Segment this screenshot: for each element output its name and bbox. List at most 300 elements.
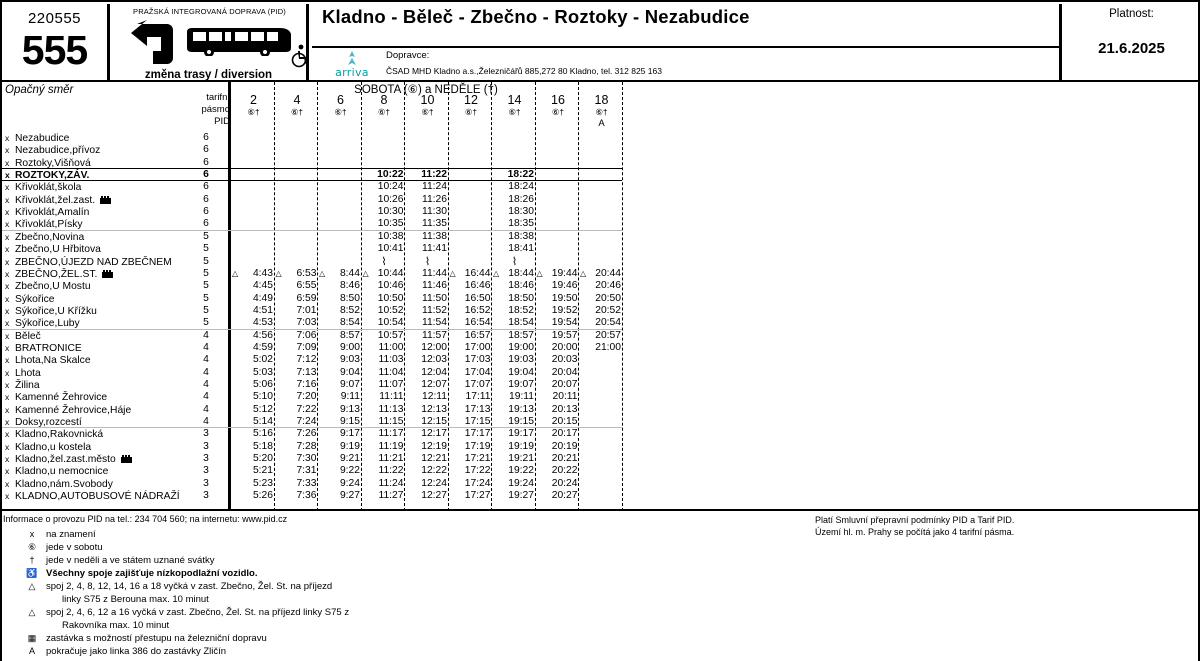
wait-connection-icon: △ bbox=[362, 268, 369, 278]
departure-time: 20:11 bbox=[552, 391, 578, 403]
opposite-direction-note: Opačný směr bbox=[5, 84, 74, 96]
rail-transfer-icon bbox=[100, 196, 111, 204]
table-row bbox=[0, 428, 1200, 440]
departure-time: 19:52 bbox=[551, 304, 578, 316]
diversion-label: změna trasy / diversion bbox=[144, 69, 273, 81]
departure-time: 10:44 bbox=[377, 267, 404, 279]
stop-label: Sýkořice bbox=[15, 293, 55, 305]
legend-symbol: ⑥ bbox=[27, 542, 37, 552]
stop-label: Sýkořice,U Křížku bbox=[15, 305, 97, 317]
stop-label: Nezabudice bbox=[15, 133, 70, 144]
line-number: 555 bbox=[21, 27, 88, 73]
departure-time: 11:11 bbox=[379, 391, 404, 403]
arriva-mark-icon bbox=[343, 50, 361, 66]
stop-label: Křivoklát,Písky bbox=[15, 219, 83, 231]
tariff-zone: 6 bbox=[203, 144, 209, 156]
stop-name[interactable] bbox=[5, 280, 91, 293]
on-request-mark: x bbox=[5, 305, 10, 316]
departure-time: 11:41 bbox=[421, 243, 447, 255]
terms-line-1: Území hl. m. Prahy se počítá jako 4 tarifní pásma. bbox=[815, 527, 1015, 537]
tariff-zone: 3 bbox=[203, 428, 209, 440]
legend-text-continued: linky S75 z Berouna max. 10 minut bbox=[62, 594, 209, 605]
stop-label: Běleč bbox=[15, 330, 41, 342]
tariff-zone: 4 bbox=[203, 366, 209, 378]
table-row bbox=[0, 157, 1200, 169]
legend-symbol: △ bbox=[28, 607, 36, 617]
departure-day-symbols: ⑥† bbox=[464, 107, 478, 117]
departure-time: 7:22 bbox=[296, 403, 317, 415]
departure-time: 10:24 bbox=[377, 181, 404, 193]
timetable-footer bbox=[0, 511, 1200, 661]
service-days-label: SOBOTA (⑥) a NEDĚLE (†) bbox=[354, 84, 498, 96]
departure-time: 6:55 bbox=[296, 280, 317, 292]
stop-name[interactable] bbox=[5, 293, 54, 306]
stop-label: Nezabudice,přívoz bbox=[15, 145, 101, 157]
table-row bbox=[0, 243, 1200, 255]
departure-time: 11:52 bbox=[421, 304, 447, 316]
on-request-mark: x bbox=[5, 355, 10, 366]
legend-symbol: A bbox=[28, 646, 35, 656]
tariff-head-line-2: PID bbox=[214, 116, 230, 127]
departure-time: 12:03 bbox=[421, 354, 447, 366]
departure-time: 20:54 bbox=[595, 317, 621, 329]
legend-text: na znamení bbox=[46, 529, 96, 540]
departure-time: 19:46 bbox=[551, 280, 578, 292]
continuation-mark: ⌇ bbox=[511, 254, 518, 268]
stop-name[interactable] bbox=[5, 342, 82, 355]
departure-time: 19:57 bbox=[551, 329, 578, 341]
table-row bbox=[0, 231, 1200, 243]
table-row bbox=[0, 317, 1200, 329]
departure-time: 9:21 bbox=[339, 453, 360, 465]
tariff-zone: 6 bbox=[203, 169, 209, 181]
departure-time: 18:22 bbox=[507, 169, 534, 181]
departure-time: 20:50 bbox=[595, 292, 621, 304]
departure-time: 17:15 bbox=[464, 416, 491, 428]
stop-label: KLADNO,AUTOBUSOVÉ NÁDRAŽÍ bbox=[15, 491, 180, 503]
departure-time: 4:59 bbox=[252, 341, 273, 353]
stop-name[interactable] bbox=[5, 465, 108, 478]
departure-time: 9:27 bbox=[339, 490, 360, 502]
stop-label: Kladno,nám.Svobody bbox=[15, 478, 113, 490]
departure-time: 11:35 bbox=[421, 218, 447, 230]
stop-name[interactable] bbox=[5, 194, 111, 207]
departure-time: 11:26 bbox=[421, 193, 447, 205]
title-divider bbox=[312, 46, 1059, 48]
stop-name[interactable] bbox=[5, 354, 91, 367]
departure-time: 20:52 bbox=[595, 304, 621, 316]
carrier-label: Dopravce: bbox=[386, 50, 430, 61]
departure-time: 19:04 bbox=[508, 366, 534, 378]
departure-time: 5:23 bbox=[252, 477, 273, 489]
departure-time: 11:24 bbox=[378, 477, 404, 489]
validity-date: 21.6.2025 bbox=[1098, 40, 1165, 57]
table-row bbox=[0, 181, 1200, 193]
departure-time: 20:27 bbox=[551, 490, 578, 502]
departure-time: 8:44 bbox=[339, 267, 360, 279]
departure-time: 20:04 bbox=[551, 366, 578, 378]
departure-time: 12:04 bbox=[421, 366, 447, 378]
table-row bbox=[0, 280, 1200, 292]
stop-name[interactable] bbox=[5, 181, 81, 194]
on-request-mark: x bbox=[5, 441, 10, 452]
departure-time: 10:46 bbox=[377, 280, 404, 292]
departure-time: 18:35 bbox=[508, 218, 534, 230]
departure-time: 11:27 bbox=[378, 490, 404, 502]
stop-label: Roztoky,Višňová bbox=[15, 157, 91, 169]
departure-time: 20:15 bbox=[551, 416, 578, 428]
tariff-zone: 4 bbox=[203, 403, 209, 415]
departure-time: 11:13 bbox=[378, 403, 404, 415]
wait-connection-icon: △ bbox=[319, 268, 326, 278]
departure-time: 8:50 bbox=[339, 292, 360, 304]
table-row bbox=[0, 379, 1200, 391]
departure-time: 5:06 bbox=[252, 379, 273, 390]
stop-label: ZBEČNO,ŽEL.ST. bbox=[15, 268, 98, 280]
departure-time: 10:38 bbox=[377, 230, 404, 242]
table-row bbox=[0, 330, 1200, 342]
departure-time: 18:54 bbox=[508, 317, 534, 329]
departure-time: 16:44 bbox=[464, 267, 491, 279]
validity-box bbox=[1065, 4, 1198, 82]
table-row bbox=[0, 268, 1200, 280]
on-request-mark: x bbox=[5, 318, 10, 329]
departure-time: 11:00 bbox=[378, 341, 404, 353]
departure-time: 11:04 bbox=[378, 366, 404, 378]
continuation-mark: ⌇ bbox=[424, 254, 431, 268]
departure-number: 12 bbox=[464, 93, 478, 107]
on-request-mark: x bbox=[5, 170, 10, 181]
departure-time: 19:19 bbox=[508, 440, 534, 452]
departure-time: 8:57 bbox=[339, 329, 360, 341]
departure-time: 7:09 bbox=[296, 341, 317, 353]
departure-time: 19:00 bbox=[508, 341, 534, 353]
table-row bbox=[0, 194, 1200, 206]
on-request-mark: x bbox=[5, 244, 10, 255]
departure-time: 10:41 bbox=[377, 243, 404, 255]
tariff-zone: 6 bbox=[203, 132, 209, 143]
departure-time: 7:33 bbox=[296, 477, 317, 489]
stop-name[interactable] bbox=[5, 144, 100, 157]
tariff-zone: 4 bbox=[203, 341, 209, 353]
departure-time: 19:15 bbox=[508, 416, 534, 428]
tariff-zone: 3 bbox=[203, 453, 209, 465]
departure-day-symbols: ⑥† bbox=[595, 107, 608, 117]
departure-time: 11:21 bbox=[378, 453, 404, 465]
on-request-mark: x bbox=[5, 182, 10, 193]
on-request-mark: x bbox=[5, 454, 10, 465]
diversion-arrow-icon bbox=[119, 20, 175, 64]
tariff-zone: 5 bbox=[203, 304, 209, 316]
departure-time: 10:50 bbox=[377, 292, 404, 304]
departure-time: 9:04 bbox=[339, 366, 360, 378]
arriva-wordmark: arriva bbox=[335, 66, 369, 79]
departure-time: 19:03 bbox=[508, 354, 534, 366]
legend-text: pokračuje jako linka 386 do zastávky Zličín bbox=[46, 646, 227, 657]
on-request-mark: x bbox=[5, 342, 10, 353]
table-row bbox=[0, 132, 1200, 144]
tariff-zone: 4 bbox=[203, 391, 209, 403]
stop-label: ZBEČNO,ÚJEZD NAD ZBEČNEM bbox=[15, 256, 172, 268]
validity-label: Platnost: bbox=[1109, 8, 1154, 20]
stop-name[interactable] bbox=[5, 453, 132, 466]
departure-time: 20:07 bbox=[551, 379, 578, 390]
departure-time: 10:54 bbox=[377, 317, 404, 329]
on-request-mark: x bbox=[5, 392, 10, 403]
departure-time: 12:15 bbox=[421, 416, 447, 428]
legend-text-continued: Rakovníka max. 10 minut bbox=[62, 620, 170, 631]
tariff-zone: 5 bbox=[203, 280, 209, 292]
on-request-mark: x bbox=[5, 157, 10, 168]
stop-label: Křivoklát,Amalín bbox=[15, 207, 90, 219]
departure-time: 7:01 bbox=[296, 304, 317, 316]
departure-time: 20:57 bbox=[595, 329, 621, 341]
departure-time: 11:19 bbox=[378, 440, 404, 452]
stop-name[interactable] bbox=[5, 404, 131, 417]
table-row bbox=[0, 391, 1200, 403]
row-separator bbox=[2, 230, 622, 231]
stop-name[interactable] bbox=[5, 256, 172, 269]
departure-time: 16:52 bbox=[464, 304, 491, 316]
stop-name[interactable] bbox=[5, 132, 69, 145]
terms-note bbox=[815, 514, 1014, 538]
departure-time: 18:44 bbox=[508, 267, 534, 279]
on-request-mark: x bbox=[5, 293, 10, 304]
table-row bbox=[0, 478, 1200, 490]
departure-time: 11:22 bbox=[421, 169, 447, 181]
tariff-zone: 3 bbox=[203, 477, 209, 489]
departure-time: 18:41 bbox=[508, 243, 534, 255]
stop-label: Lhota bbox=[15, 367, 41, 379]
table-row bbox=[0, 354, 1200, 366]
stop-label: Kamenné Žehrovice,Háje bbox=[15, 404, 132, 416]
table-row bbox=[0, 342, 1200, 354]
departure-time: 7:13 bbox=[296, 366, 317, 378]
departure-time: 20:19 bbox=[551, 440, 578, 452]
departure-time: 20:17 bbox=[551, 428, 578, 440]
departure-time: 11:54 bbox=[421, 317, 447, 329]
on-request-mark: x bbox=[5, 194, 10, 205]
stop-name[interactable] bbox=[5, 367, 41, 380]
on-request-mark: x bbox=[5, 478, 10, 489]
stop-name[interactable] bbox=[5, 478, 113, 491]
tariff-zone: 6 bbox=[203, 156, 209, 168]
stop-name[interactable] bbox=[5, 231, 84, 244]
departure-number: 16 bbox=[551, 93, 565, 107]
departure-time: 20:13 bbox=[551, 403, 578, 415]
departure-time: 11:44 bbox=[421, 267, 447, 279]
departure-time: 17:19 bbox=[464, 440, 491, 452]
departure-time: 21:00 bbox=[595, 341, 621, 353]
departure-time: 17:24 bbox=[464, 477, 491, 489]
stop-label: Zbečno,U Mostu bbox=[15, 281, 91, 293]
departure-time: 9:07 bbox=[339, 379, 360, 390]
legend-symbol: △ bbox=[28, 581, 36, 591]
tariff-zone: 5 bbox=[203, 255, 209, 267]
departure-time: 7:26 bbox=[296, 428, 317, 440]
departure-time: 18:30 bbox=[508, 206, 534, 218]
tariff-zone: 4 bbox=[203, 379, 209, 390]
row-separator bbox=[2, 168, 622, 169]
departure-time: 7:28 bbox=[296, 440, 317, 452]
table-row bbox=[0, 367, 1200, 379]
departure-time: 17:11 bbox=[465, 391, 491, 403]
table-row bbox=[0, 404, 1200, 416]
departure-time: 12:11 bbox=[421, 391, 447, 403]
departure-time: 7:12 bbox=[296, 354, 317, 366]
stop-name[interactable] bbox=[5, 243, 101, 256]
route-title-box bbox=[312, 4, 1062, 82]
departure-time: 16:57 bbox=[464, 329, 491, 341]
departure-time: 7:03 bbox=[296, 317, 317, 329]
stop-label: Kladno,u nemocnice bbox=[15, 466, 109, 478]
departure-time: 20:00 bbox=[551, 341, 578, 353]
departure-time: 11:30 bbox=[421, 206, 447, 218]
stop-label: BRATRONICE bbox=[15, 342, 82, 354]
stop-name[interactable] bbox=[5, 330, 41, 343]
on-request-mark: x bbox=[5, 268, 10, 279]
departure-time: 17:04 bbox=[464, 366, 491, 378]
on-request-mark: x bbox=[5, 491, 10, 502]
departure-time: 9:24 bbox=[339, 477, 360, 489]
departure-time: 4:53 bbox=[252, 317, 273, 329]
departure-time: 20:46 bbox=[595, 280, 621, 292]
row-separator bbox=[2, 329, 622, 330]
on-request-mark: x bbox=[5, 417, 10, 428]
departure-time: 4:51 bbox=[252, 304, 273, 316]
on-request-mark: x bbox=[5, 145, 10, 156]
departure-time: 4:43 bbox=[252, 267, 273, 279]
departure-day-symbols: ⑥† bbox=[377, 107, 391, 117]
departure-number: 18 bbox=[594, 93, 609, 107]
departure-time: 20:22 bbox=[551, 465, 578, 477]
tariff-zone: 4 bbox=[203, 416, 209, 428]
stop-name[interactable] bbox=[5, 379, 40, 392]
tariff-zone: 6 bbox=[203, 218, 209, 230]
departure-day-symbols: ⑥† bbox=[290, 107, 304, 117]
stop-name[interactable] bbox=[5, 206, 89, 219]
departure-time: 10:35 bbox=[377, 218, 404, 230]
stop-name[interactable] bbox=[5, 305, 97, 318]
departure-time: 16:46 bbox=[464, 280, 491, 292]
departure-time: 7:36 bbox=[296, 490, 317, 502]
stop-label: Sýkořice,Luby bbox=[15, 318, 80, 330]
continuation-mark: ⌇ bbox=[381, 254, 387, 268]
departure-time: 20:21 bbox=[551, 453, 578, 465]
departure-time: 12:13 bbox=[421, 403, 447, 415]
departure-time: 10:22 bbox=[377, 169, 404, 181]
departure-time: 20:24 bbox=[551, 477, 578, 489]
tariff-zone: 5 bbox=[203, 230, 209, 242]
wheelchair-accessible-icon bbox=[289, 44, 309, 68]
tariff-zone: 5 bbox=[203, 243, 209, 255]
departure-time: 8:52 bbox=[339, 304, 360, 316]
departure-time: 20:44 bbox=[595, 267, 621, 279]
stop-name[interactable] bbox=[5, 268, 113, 281]
departure-time: 18:38 bbox=[508, 230, 534, 242]
stop-name[interactable] bbox=[5, 490, 180, 503]
departure-time: 6:53 bbox=[296, 267, 317, 279]
departure-time: 18:26 bbox=[508, 193, 534, 205]
legend-text: zastávka s možností přestupu na železniční dopravu bbox=[46, 633, 267, 644]
stop-name[interactable] bbox=[5, 428, 103, 441]
table-row bbox=[0, 169, 1200, 181]
table-row bbox=[0, 256, 1200, 268]
stop-name[interactable] bbox=[5, 391, 107, 404]
departure-time: 5:16 bbox=[252, 428, 273, 440]
departure-time: 5:02 bbox=[252, 354, 273, 366]
departure-time: 19:07 bbox=[508, 379, 534, 390]
departure-time: 11:17 bbox=[378, 428, 404, 440]
departure-time: 17:00 bbox=[464, 341, 491, 353]
departure-time: 7:31 bbox=[296, 465, 317, 477]
departure-day-symbols: ⑥† bbox=[508, 107, 521, 117]
tariff-zone: 6 bbox=[203, 206, 209, 218]
row-separator bbox=[2, 427, 622, 428]
departure-time: 18:46 bbox=[508, 280, 534, 292]
legend-text: jede v neděli a ve státem uznané svátky bbox=[46, 555, 215, 566]
on-request-mark: x bbox=[5, 466, 10, 477]
departure-day-symbols: ⑥† bbox=[334, 107, 347, 117]
stop-label: Žilina bbox=[15, 380, 40, 391]
on-request-mark: x bbox=[5, 231, 10, 242]
departure-time: 11:46 bbox=[421, 280, 447, 292]
departure-note-letter: A bbox=[598, 118, 605, 129]
timetable-body bbox=[0, 82, 1200, 511]
departure-time: 9:11 bbox=[340, 391, 360, 403]
page-left-border bbox=[0, 0, 2, 661]
departure-time: 16:54 bbox=[464, 317, 491, 329]
on-request-mark: x bbox=[5, 207, 10, 218]
table-row bbox=[0, 305, 1200, 317]
departure-time: 19:17 bbox=[508, 428, 534, 440]
departure-time: 9:17 bbox=[339, 428, 360, 440]
departure-time: 12:07 bbox=[421, 379, 447, 390]
departure-time: 11:07 bbox=[378, 379, 404, 390]
departure-time: 11:24 bbox=[421, 181, 447, 193]
departure-time: 16:50 bbox=[464, 292, 491, 304]
tariff-zone: 3 bbox=[203, 465, 209, 477]
departure-time: 5:10 bbox=[252, 391, 273, 403]
on-request-mark: x bbox=[5, 404, 10, 415]
departure-time: 19:44 bbox=[551, 267, 578, 279]
departure-time: 12:24 bbox=[421, 477, 447, 489]
departure-day-symbols: ⑥† bbox=[421, 107, 434, 117]
departure-time: 9:13 bbox=[339, 403, 360, 415]
departure-time: 11:38 bbox=[421, 230, 447, 242]
stop-label: Křivoklát,škola bbox=[15, 182, 82, 194]
legend-symbol: † bbox=[29, 555, 35, 565]
wait-connection-icon: △ bbox=[536, 268, 543, 278]
departure-number: 8 bbox=[380, 93, 388, 107]
departure-time: 7:24 bbox=[296, 416, 317, 428]
departure-time: 7:16 bbox=[296, 379, 317, 390]
wait-connection-icon: △ bbox=[275, 268, 282, 278]
legend-text: jede v sobotu bbox=[46, 542, 103, 553]
departure-number: 2 bbox=[250, 93, 257, 107]
pid-caption: PRAŽSKÁ INTEGROVANÁ DOPRAVA (PID) bbox=[133, 7, 286, 16]
stop-name[interactable] bbox=[5, 441, 91, 454]
departure-time: 5:18 bbox=[252, 440, 273, 452]
departure-time: 17:22 bbox=[464, 465, 491, 477]
departure-time: 12:19 bbox=[421, 440, 447, 452]
departure-time: 5:03 bbox=[252, 366, 273, 378]
departure-time: 17:27 bbox=[464, 490, 491, 502]
table-row bbox=[0, 416, 1200, 428]
tariff-head-line-1: pásmo bbox=[201, 104, 230, 115]
departure-time: 11:50 bbox=[421, 292, 447, 304]
stop-label: Doksy,rozcestí bbox=[15, 417, 82, 429]
